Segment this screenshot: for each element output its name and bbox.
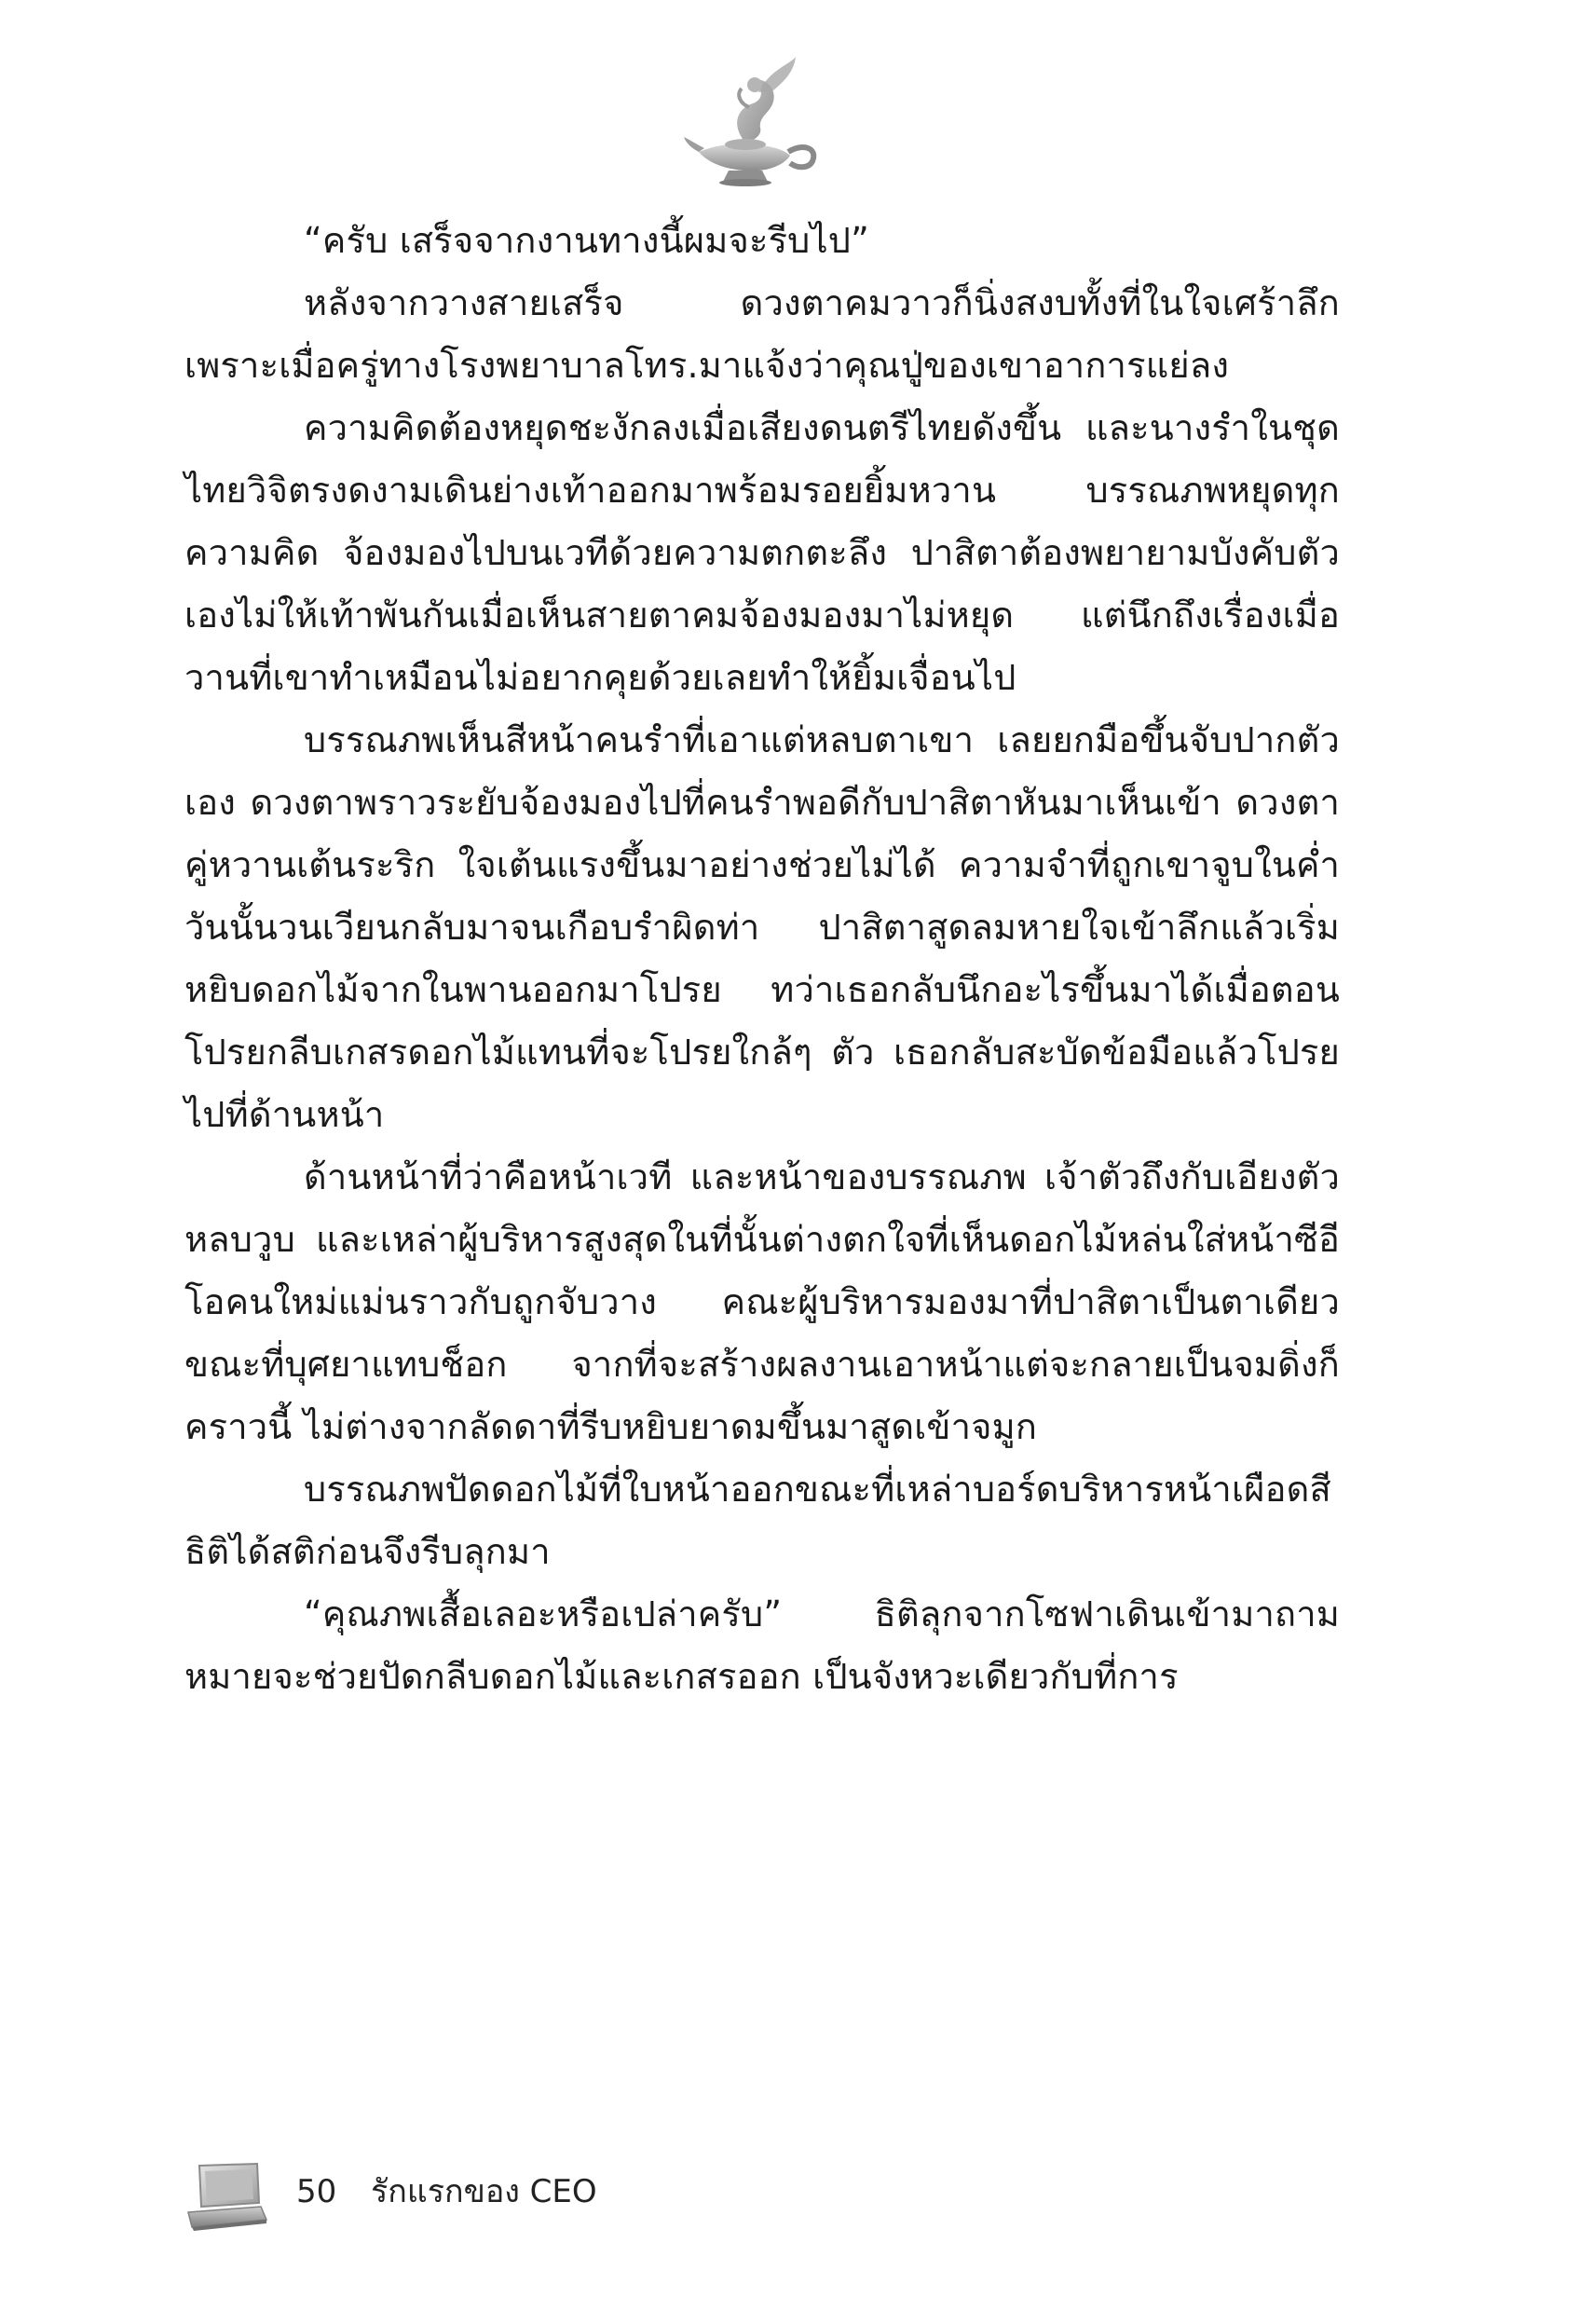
- paragraph: ด้านหน้าที่ว่าคือหน้าเวที และหน้าของบรรณภพ เจ้าตัวถึงกับเอียงตัวหลบวูบ และเหล่าผู้บริหารสูงสุดในที่นั้นต่างตกใจที่เห็นดอกไม้หล่นใส่หน้าซีอีโอคนใหม่แม่นราวกับถูกจับวาง คณะผู้บริหารมองมาที่ปาสิตาเป็นตาเดียว ขณะที่บุศยาแทบช็อก จากที่จะสร้างผลงานเอาหน้าแต่จะกลายเป็นจมดิ่งก็คราวนี้ ไม่ต่างจากลัดดาที่รีบหยิบยาดมขึ้นมาสูดเข้าจมูก: [184, 1156, 1340, 1447]
- body-text: [184, 210, 1340, 1708]
- page-footer: [184, 2153, 837, 2236]
- laptop-icon: [184, 2160, 268, 2233]
- paragraph: หลังจากวางสายเสร็จ ดวงตาคมวาวก็นิ่งสงบทั้งที่ในใจเศร้าลึก เพราะเมื่อครู่ทางโรงพยาบาลโทร.มาแจ้งว่าคุณปู่ของเขาอาการแย่ลง: [184, 282, 1340, 386]
- paragraph: บรรณภพเห็นสีหน้าคนรำที่เอาแต่หลบตาเขา เลยยกมือขึ้นจับปากตัวเอง ดวงตาพราวระยับจ้องมองไปที่คนรำพอดีกับปาสิตาหันมาเห็นเข้า ดวงตาคู่หวานเต้นระริก ใจเต้นแรงขึ้นมาอย่างช่วยไม่ได้ ความจำที่ถูกเขาจูบในค่ำวันนั้นวนเวียนกลับมาจนเกือบรำผิดท่า ปาสิตาสูดลมหายใจเข้าลึกแล้วเริ่มหยิบดอกไม้จากในพานออกมาโปรย ทว่าเธอกลับนึกอะไรขึ้นมาได้เมื่อตอนโปรยกลีบเกสรดอกไม้แทนที่จะโปรยใกล้ๆ ตัว เธอกลับสะบัดข้อมือแล้วโปรยไปที่ด้านหน้า: [184, 719, 1340, 1135]
- book-title: รักแรกของ CEO: [371, 2173, 597, 2210]
- paragraph: บรรณภพปัดดอกไม้ที่ใบหน้าออกขณะที่เหล่าบอร์ดบริหารหน้าเผือดสี ธิติได้สติก่อนจึงรีบลุกมา: [184, 1469, 1331, 1572]
- paragraph: “คุณภพเสื้อเลอะหรือเปล่าครับ” ธิติลุกจากโซฟาเดินเข้ามาถามหมายจะช่วยปัดกลีบดอกไม้และเกสรออก เป็นจังหวะเดียวกับที่การ: [184, 1593, 1340, 1697]
- page-number: 50: [296, 2173, 337, 2210]
- paragraph: ความคิดต้องหยุดชะงักลงเมื่อเสียงดนตรีไทยดังขึ้น และนางรำในชุดไทยวิจิตรงดงามเดินย่างเท้าออกมาพร้อมรอยยิ้มหวาน บรรณภพหยุดทุกความคิด จ้องมองไปบนเวทีด้วยความตกตะลึง ปาสิตาต้องพยายามบังคับตัวเองไม่ให้เท้าพันกันเมื่อเห็นสายตาคมจ้องมองมาไม่หยุด แต่นึกถึงเรื่องเมื่อวานที่เขาทำเหมือนไม่อยากคุยด้วยเลยทำให้ยิ้มเจื่อนไป: [184, 407, 1340, 698]
- paragraph: “ครับ เสร็จจากงานทางนี้ผมจะรีบไป”: [304, 220, 870, 261]
- genie-lamp-icon: [680, 51, 829, 191]
